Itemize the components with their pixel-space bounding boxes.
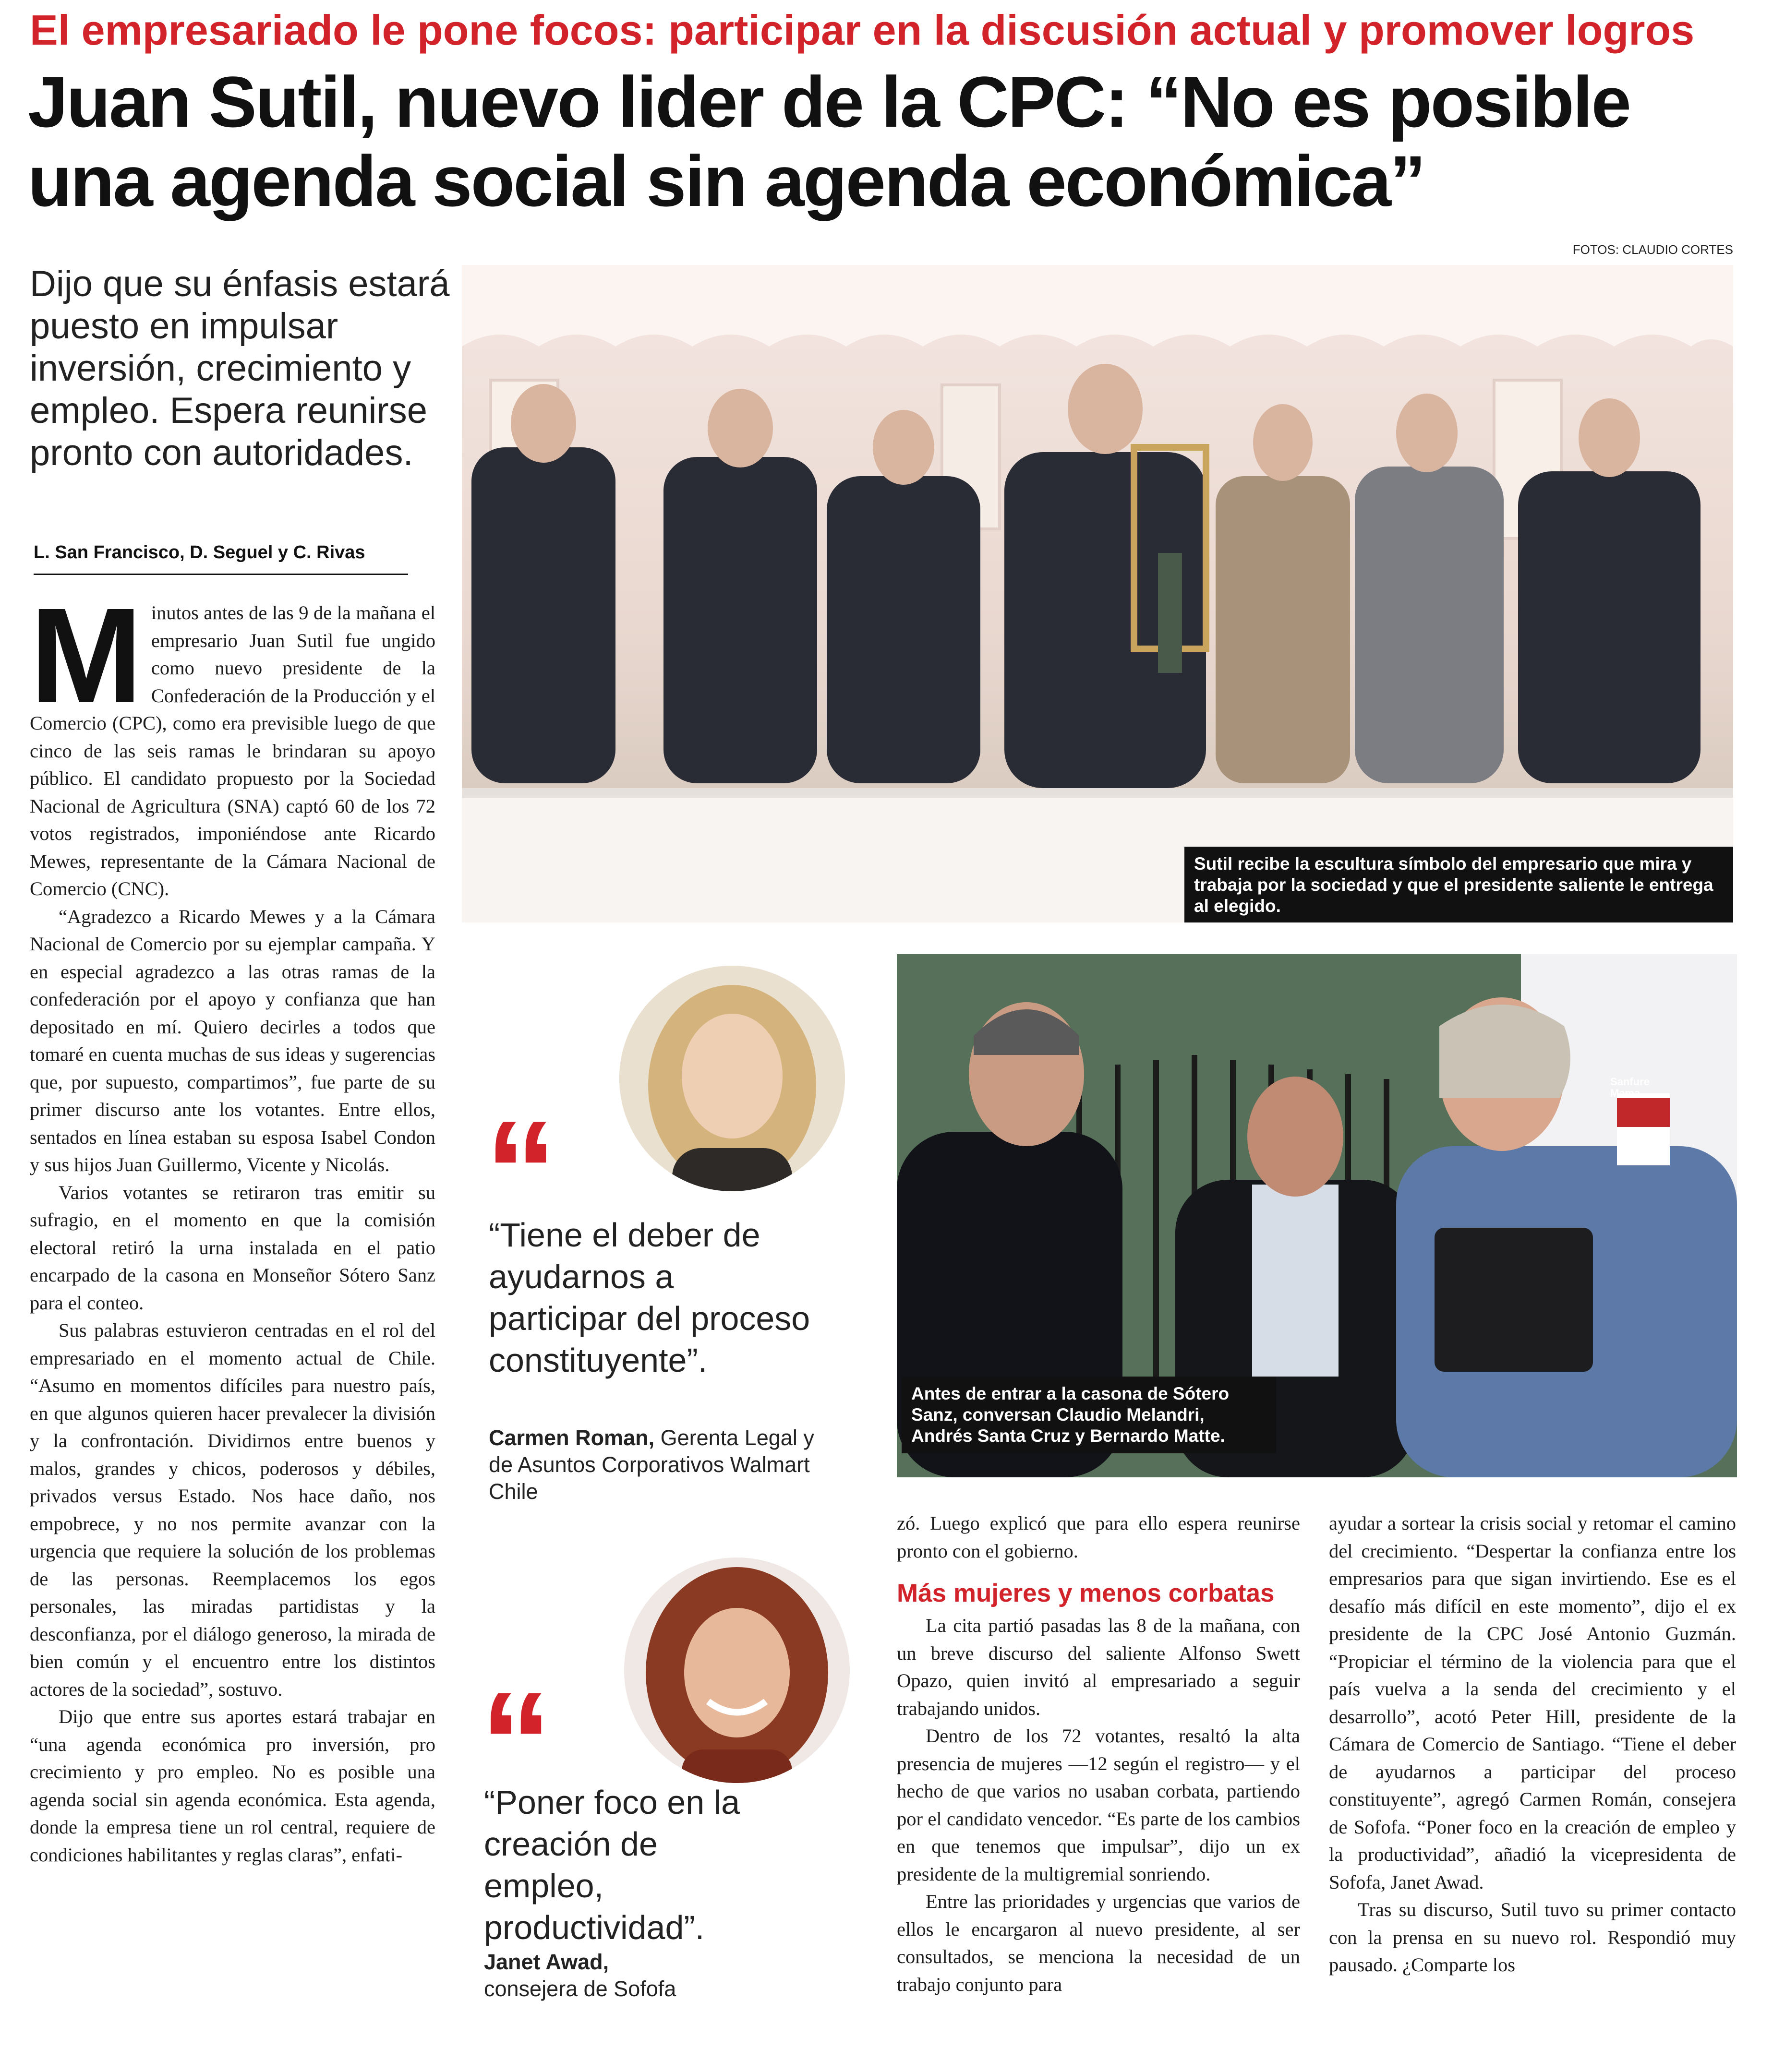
quote-2-text: “Poner foco en la creación de empleo, productividad”. bbox=[484, 1784, 740, 1946]
col3-paragraph-2: La cita partió pasadas las 8 de la mañana, con un breve discurso del saliente Alfonso Swett Opazo, quien invitó al empresariado a seguir trabajando unidos. bbox=[897, 1615, 1300, 1719]
portrait-carmen-roman bbox=[619, 966, 845, 1191]
quote-1-role: Gerenta Legal y de Asuntos Corporativos Walmart Chile bbox=[489, 1425, 814, 1504]
column-3 bbox=[897, 1509, 1300, 1998]
portrait-janet-awad-illustration bbox=[624, 1557, 850, 1783]
quote-2-role: consejera de Sofofa bbox=[484, 1976, 676, 2001]
col3-paragraph-4: Entre las prioridades y urgencias que varios de ellos le encargaron al nuevo presidente, al ser consultados, se menciona la necesidad de un trabajo conjunto para bbox=[897, 1891, 1300, 1995]
quote-mark-2: “ bbox=[480, 1662, 552, 1823]
kicker: El empresariado le pone focos: participar en la discusión actual y promover logros bbox=[30, 6, 1695, 54]
headline: Juan Sutil, nuevo lider de la CPC: “No es posible una agenda social sin agenda económica” bbox=[28, 61, 1630, 221]
quote-2-attribution bbox=[484, 1949, 772, 2002]
main-photo-caption: Sutil recibe la escultura símbolo del empresario que mira y trabaja por la sociedad y que el presidente saliente le entrega al elegido. bbox=[1184, 847, 1733, 922]
col4-paragraph-1: ayudar a sortear la crisis social y retomar el camino del crecimiento. “Despertar la confianza entre los empresarios para que sigan invirtiendo. Ese es el desafío más difícil en este momento”, dijo el ex presidente de la CPC José Antonio Guzmán. “Propiciar el término de la violencia para que el país vuelva a la senda del crecimiento y el desarrollo”, acotó Peter Hill, presidente de la Cámara de Comercio de Santiago. “Tiene el deber de ayudarnos a participar del proceso constituyente”, agregó Carmen Román, consejera de Sofofa. “Poner foco en la creación de empleo y la productividad”, añadió la vicepresidenta de Sofofa, Janet Awad. bbox=[1329, 1512, 1736, 1893]
portrait-janet-awad bbox=[624, 1557, 850, 1783]
quote-mark-1: “ bbox=[485, 1090, 557, 1252]
col1-paragraph-4: Sus palabras estuvieron centradas en el rol del empresariado en el momento actual de Chile. “Asumo en momentos difíciles para nuestro país, en que algunos quieren hacer prevalecer la división y la confrontación. Dividirnos entre buenos y malos, grandes y chicos, poderosos y débiles, privados versus Estado. Nos hace daño, nos empobrece, y no nos permite avanzar con la urgencia que requiere la solución de los problemas de las personas. Reemplacemos los egos personales, las miradas partidistas y la desconfianza, por el diálogo generoso, la mirada de bien común y el encuentro entre los distintos actores de la sociedad”, sostuvo. bbox=[30, 1319, 435, 1700]
quote-1-attribution bbox=[489, 1425, 825, 1505]
main-photo bbox=[462, 265, 1733, 922]
portrait-carmen-roman-illustration bbox=[619, 966, 845, 1191]
second-photo bbox=[897, 954, 1737, 1477]
quote-1-name: Carmen Roman, bbox=[489, 1425, 655, 1450]
col4-paragraph-2: Tras su discurso, Sutil tuvo su primer contacto con la prensa en su nuevo rol. Respondió muy pausado. ¿Comparte los bbox=[1329, 1899, 1736, 1976]
col1-paragraph-3: Varios votantes se retiraron tras emitir su sufragio, en el momento en que la comisión electoral retiró la urna instalada en el patio encarpado de la casona en Monseñor Sótero Sanz para el conteo. bbox=[30, 1181, 435, 1314]
deck: Dijo que su énfasis estará puesto en impulsar inversión, crecimiento y empleo. Espera reunirse pronto con autoridades. bbox=[30, 263, 450, 473]
column-4 bbox=[1329, 1509, 1736, 1979]
photo-credit: FOTOS: CLAUDIO CORTES bbox=[1572, 242, 1733, 257]
col1-paragraph-5: Dijo que entre sus aportes estará trabajar en “una agenda económica pro inversión, pro crecimiento y pro empleo. No es posible una agenda social sin agenda económica. Esta agenda, donde la empresa tiene un rol central, requiere de condiciones habilitantes y reglas claras”, enfati- bbox=[30, 1706, 435, 1866]
col3-subhead: Más mujeres y menos corbatas bbox=[897, 1579, 1275, 1607]
byline: L. San Francisco, D. Seguel y C. Rivas bbox=[34, 542, 408, 575]
quote-1-text: “Tiene el deber de ayudarnos a participar del proceso constituyente”. bbox=[489, 1216, 810, 1379]
col3-paragraph-1: zó. Luego explicó que para ello espera reunirse pronto con el gobierno. bbox=[897, 1512, 1300, 1562]
col1-paragraph-2: “Agradezco a Ricardo Mewes y a la Cámara Nacional de Comercio por su ejemplar campaña. Y en especial agradezco a las otras ramas de la confederación por el apoyo y confianza que han depositado en mí. Quiero decirles a todos que tomaré en cuenta muchas de sus ideas y sugerencias que, por supuesto, compartimos”, fue parte de su primer discurso ante los votantes. Entre ellos, sentados en línea estaban su esposa Isabel Condon y sus hijos Juan Guillermo, Vicente y Nicolás. bbox=[30, 905, 435, 1175]
second-photo-sign-text: Sanfure Mama bbox=[1610, 1076, 1650, 1099]
quote-2-name: Janet Awad, bbox=[484, 1950, 609, 1974]
column-1 bbox=[30, 580, 435, 1868]
second-photo-caption: Antes de entrar a la casona de Sótero Sanz, conversan Claudio Melandri, Andrés Santa Cruz y Bernardo Matte. bbox=[902, 1377, 1276, 1453]
col3-paragraph-3: Dentro de los 72 votantes, resaltó la alta presencia de mujeres —12 según el registro— y el hecho de que varios no usaban corbata, partiendo por el candidato vencedor. “Es parte de los cambios en que tenemos que impulsar”, dijo un ex presidente de la multigremial sonriendo. bbox=[897, 1725, 1300, 1885]
drop-cap: M bbox=[30, 580, 143, 731]
col1-paragraph-1: inutos antes de las 9 de la mañana el empresario Juan Sutil fue ungido como nuevo presidente de la Confederación de la Producción y el Comercio (CPC), como era previsible luego de que cinco de las seis ramas le brindaran su apoyo público. El candidato propuesto por la Sociedad Nacional de Agricultura (SNA) captó 60 de los 72 votos registrados, imponiéndose ante Ricardo Mewes, representante de la Cámara Nacional de Comercio (CNC). bbox=[30, 602, 435, 899]
main-photo-illustration bbox=[462, 265, 1733, 922]
